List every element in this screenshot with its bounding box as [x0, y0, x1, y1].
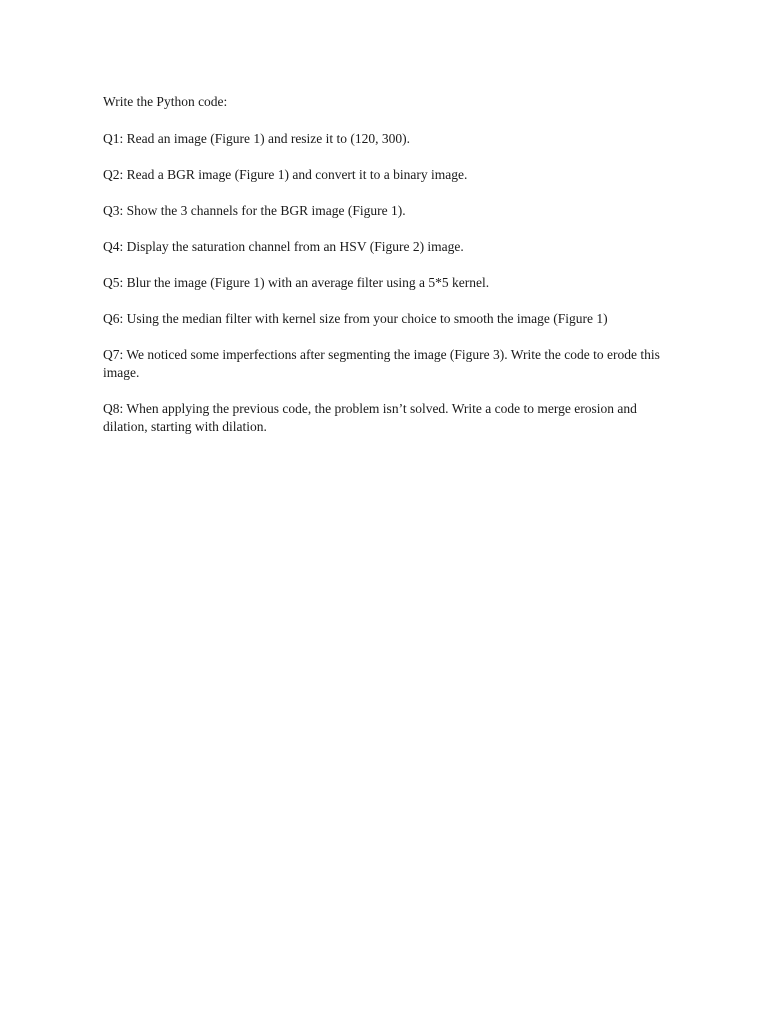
- question-q2: Q2: Read a BGR image (Figure 1) and convert it to a binary image.: [103, 167, 468, 182]
- document-body: [103, 93, 683, 454]
- question-q4: Q4: Display the saturation channel from an HSV (Figure 2) image.: [103, 239, 464, 254]
- question-q5: Q5: Blur the image (Figure 1) with an average filter using a 5*5 kernel.: [103, 275, 490, 290]
- question-q6: Q6: Using the median filter with kernel size from your choice to smooth the image (Figure 1): [103, 311, 608, 326]
- question-q8: Q8: When applying the previous code, the problem isn’t solved. Write a code to merge erosion and dilation, starting with dilation.: [103, 401, 637, 434]
- instructions-heading: Write the Python code:: [103, 94, 228, 109]
- question-q3: Q3: Show the 3 channels for the BGR image (Figure 1).: [103, 203, 406, 218]
- question-q1: Q1: Read an image (Figure 1) and resize it to (120, 300).: [103, 131, 411, 146]
- question-q7: Q7: We noticed some imperfections after segmenting the image (Figure 3). Write the code to erode this image.: [103, 347, 660, 380]
